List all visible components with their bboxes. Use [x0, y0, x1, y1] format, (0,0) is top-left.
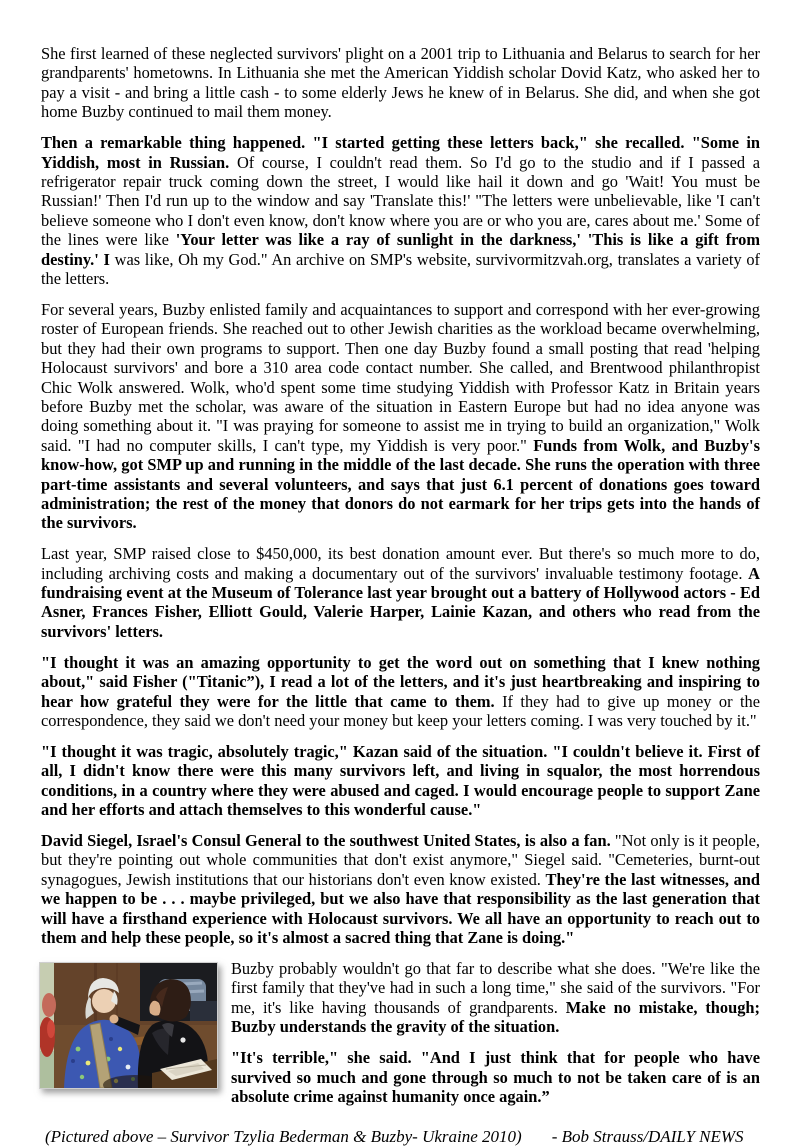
photo-caption-text: (Pictured above – Survivor Tzylia Bederman & Buzby- Ukraine 2010)	[45, 1126, 522, 1146]
photo-and-text-section	[41, 959, 760, 1118]
survivor-photo	[39, 962, 218, 1089]
paragraph	[41, 300, 760, 533]
text-run: She first learned of these neglected survivors' plight on a 2001 trip to Lithuania and Belarus to search for her grandparents' hometowns. In Lithuania she met the American Yiddish scholar Dovid Katz, who asked her to pay a visit - and bring a little cash - to some elderly Jews he knew of in Belarus. She did, and when she got home Buzby continued to mail them money.	[41, 44, 760, 122]
text-run: If they had to give up money or the correspondence, they said we don't need your money but keep your letters coming. I was very touched by it."	[41, 691, 760, 730]
text-run: For several years, Buzby enlisted family and acquaintances to support and correspond with her ever-growing roster of European friends. She reached out to other Jewish charities as the workload became overwhelming, but they had their own programs to support. Then one day Buzby found a small posting that read 'helping Holocaust survivors' and bore a 310 area code contact number. She called, and Brentwood philanthropist Chic Wolk answered. Wolk, who'd spent some time studying Yiddish with Professor Katz in Britain years before Buzby met the scholar, was aware of the situation in Eastern Europe but had no idea anyone was doing something about it. "I was praying for someone to assist me in trying to build an organization," Wolk said. "I had no computer skills, I can't type, my Yiddish is very poor."	[41, 299, 760, 455]
survivor-photo-graphic	[40, 963, 217, 1088]
text-run: David Siegel, Israel's Consul General to the southwest United States, is also a fan.	[41, 831, 615, 851]
paragraph	[41, 44, 760, 122]
text-run: Make no mistake, though; Buzby understands the gravity of the situation.	[231, 997, 760, 1037]
text-run: Buzby probably wouldn't go that far to describe what she does. "We're like the first family that they've had in such a long time," she said of the survivors. "For me, it's like having thousands of grandparents.	[231, 958, 760, 1017]
text-run: "Not only is it people, but they're pointing out whole communities that don't exist anymore," Siegel said. "Cemeteries, burnt-out synagogues, Jewish institutions that our historians don't even know existed.	[41, 831, 760, 889]
text-run: "It's terrible," she said. "And I just think that for people who have survived so much and gone through so much to not be taken care of is an absolute crime against humanity once again.”	[231, 1048, 760, 1106]
paragraph	[41, 133, 760, 288]
text-run: They're the last witnesses, and we happen to be . . . maybe privileged, but we also have that responsibility as the last generation that will have a firsthand experience with Holocaust survivors. We all have an opportunity to reach out to them and help these people, so it's almost a sacred thing that Zane is doing."	[41, 869, 760, 948]
paragraph	[41, 831, 760, 947]
text-run: Funds from Wolk, and Buzby's know-how, got SMP up and running in the middle of the last decade. She runs the operation with three part-time assistants and several volunteers, and says that just 6.1 percent of donations goes toward administration; the rest of the money that donors do not earmark for her trips gets into the hands of the survivors.	[41, 435, 760, 533]
text-run: 'Your letter was like a ray of sunlight in the darkness,' 'This is like a gift from destiny.' I	[41, 230, 761, 269]
paragraph	[41, 544, 760, 641]
photo-caption	[41, 1118, 760, 1147]
photo-credit: - Bob Strauss/DAILY NEWS	[551, 1126, 744, 1146]
text-run: "I thought it was tragic, absolutely tragic," Kazan said of the situation. "I couldn't believe it. First of all, I didn't know there were this many survivors left, and living in squalor, the most horrendous conditions, in a country where they were abused and caged. I would encourage people to support Zane and her efforts and attach themselves to this wonderful cause."	[41, 741, 760, 820]
article-body	[41, 44, 760, 947]
text-run: Last year, SMP raised close to $450,000, its best donation amount ever. But there's so much more to do, including archiving costs and making a documentary out of the survivors' invaluable testimony footage.	[41, 544, 760, 583]
paragraph	[41, 653, 760, 731]
text-run: "I thought it was an amazing opportunity to get the word out on something that I knew nothing about," said Fisher ("Titanic”), I read a lot of the letters, and it's just heartbreaking and inspiring to hear how grateful they were for the little that came to them.	[41, 652, 760, 711]
text-run: Of course, I couldn't read them. So I'd go to the studio and if I passed a refrigerator repair truck coming down the street, I would like hail it down and go 'Wait! You must be Russian!' Then I'd run up to the window and say 'Translate this!' "The letters were unbelievable, like 'I can't believe someone who I don't even know, don't know where you are or who you are, cares about me.' Some of the lines were like	[41, 152, 760, 250]
text-run: was like, Oh my God." An archive on SMP's website, survivormitzvah.org, translates a variety of the letters.	[41, 249, 760, 288]
text-run: A fundraising event at the Museum of Tolerance last year brought out a battery of Hollywood actors - Ed Asner, Frances Fisher, Elliott Gould, Valerie Harper, Lainie Kazan, and others who read from the survivors' letters.	[41, 563, 760, 641]
text-run: Then a remarkable thing happened. "I started getting these letters back," she recalled. "Some in Yiddish, most in Russian.	[41, 133, 760, 172]
paragraph	[41, 742, 760, 820]
